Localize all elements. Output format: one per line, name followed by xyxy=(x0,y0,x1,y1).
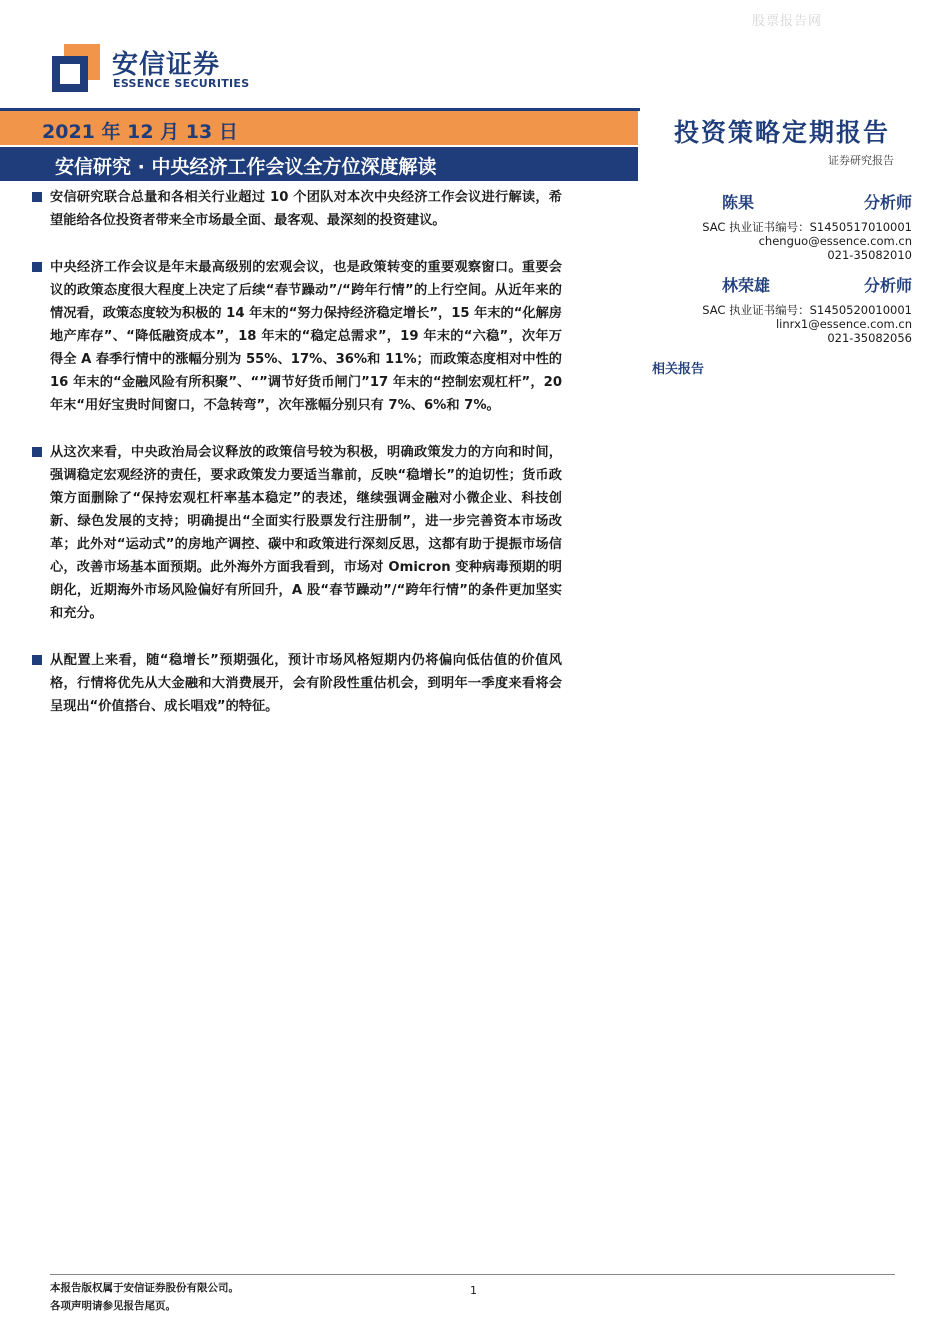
report-type: 投资策略定期报告 xyxy=(674,118,891,147)
report-subtype: 证券研究报告 xyxy=(828,154,894,167)
page-title: 安信研究 · 中央经济工作会议全方位深度解读 xyxy=(55,156,437,178)
brand-logo xyxy=(52,44,252,92)
brand-name-en: ESSENCE SECURITIES xyxy=(113,77,250,90)
report-body xyxy=(30,186,562,742)
logo-mark-icon xyxy=(52,44,100,92)
analyst-cert: SAC 执业证书编号：S1450520010001 xyxy=(702,303,912,317)
body-paragraph: 从这次来看，中央政治局会议释放的政策信号较为积极，明确政策发力的方向和时间，强调稳定宏观经济的责任，要求政策发力要适当靠前，反映“稳增长”的迫切性；货币政策方面删除了“保持宏观杠杆率基本稳定”的表述，继续强调金融对小微企业、科技创新、绿色发展的支持；明确提出“全面实行股票发行注册制”，进一步完善资本市场改革；此外对“运动式”的房地产调控、碳中和政策进行深刻反思，这都有助于提振市场信心，改善市场基本面预期。此外海外方面我看到，市场对 Omicron 变种病毒预期的明朗化，近期海外市场风险偏好有所回升，A 股“春节躁动”/“跨年行情”的条件更加坚实和充分。 xyxy=(30,441,562,625)
body-paragraph: 安信研究联合总量和各相关行业超过 10 个团队对本次中央经济工作会议进行解读，希望能给各位投资者带来全市场最全面、最客观、最深刻的投资建议。 xyxy=(30,186,562,232)
analyst-role: 分析师 xyxy=(863,193,912,212)
footer-rule xyxy=(50,1274,895,1275)
body-paragraph: 中央经济工作会议是年末最高级别的宏观会议，也是政策转变的重要观察窗口。重要会议的政策态度很大程度上决定了后续“春节躁动”/“跨年行情”的上行空间。从近年来的情况看，政策态度较为积极的 14 年末的“努力保持经济稳定增长”，15 年末的“化解房地产库存”、“降低融资成本”，18 年末的“稳定总需求”，19 年末的“六稳”，次年万得全 A 春季行情中的涨幅分别为 55%、17%、36%和 11%；而政策态度相对中性的 16 年末的“金融风险有所积聚”、“”调节好货币闸门”17 年末的“控制宏观杠杆”，20 年末“用好宝贵时间窗口，不急转弯”，次年涨幅分别只有 7%、6%和 7%。 xyxy=(30,256,562,417)
related-reports-heading: 相关报告 xyxy=(652,362,705,377)
disclaimer-notice: 各项声明请参见报告尾页。 xyxy=(50,1300,176,1312)
analyst-email[interactable]: linrx1@essence.com.cn xyxy=(775,317,912,331)
body-paragraph: 从配置上来看，随“稳增长”预期强化，预计市场风格短期内仍将偏向低估值的价值风格，行情将优先从大金融和大消费展开，会有阶段性重估机会，到明年一季度来看将会呈现出“价值搭台、成长唱戏”的特征。 xyxy=(30,649,562,718)
watermark: 股票报告网 xyxy=(752,14,823,29)
analyst-phone: 021-35082056 xyxy=(827,331,912,345)
analyst-phone: 021-35082010 xyxy=(827,248,912,262)
brand-name-cn: 安信证券 xyxy=(112,50,221,80)
analyst-email[interactable]: chenguo@essence.com.cn xyxy=(758,234,912,248)
copyright-notice: 本报告版权属于安信证券股份有限公司。 xyxy=(50,1282,239,1294)
analyst-name: 陈果 xyxy=(722,193,755,212)
page-number: 1 xyxy=(470,1284,477,1297)
analyst-card xyxy=(652,276,912,345)
analyst-card xyxy=(652,193,912,262)
analyst-cert: SAC 执业证书编号：S1450517010001 xyxy=(702,220,912,234)
report-date: 2021 年 12 月 13 日 xyxy=(42,121,238,143)
analyst-role: 分析师 xyxy=(863,276,912,295)
analyst-name: 林荣雄 xyxy=(722,276,771,295)
